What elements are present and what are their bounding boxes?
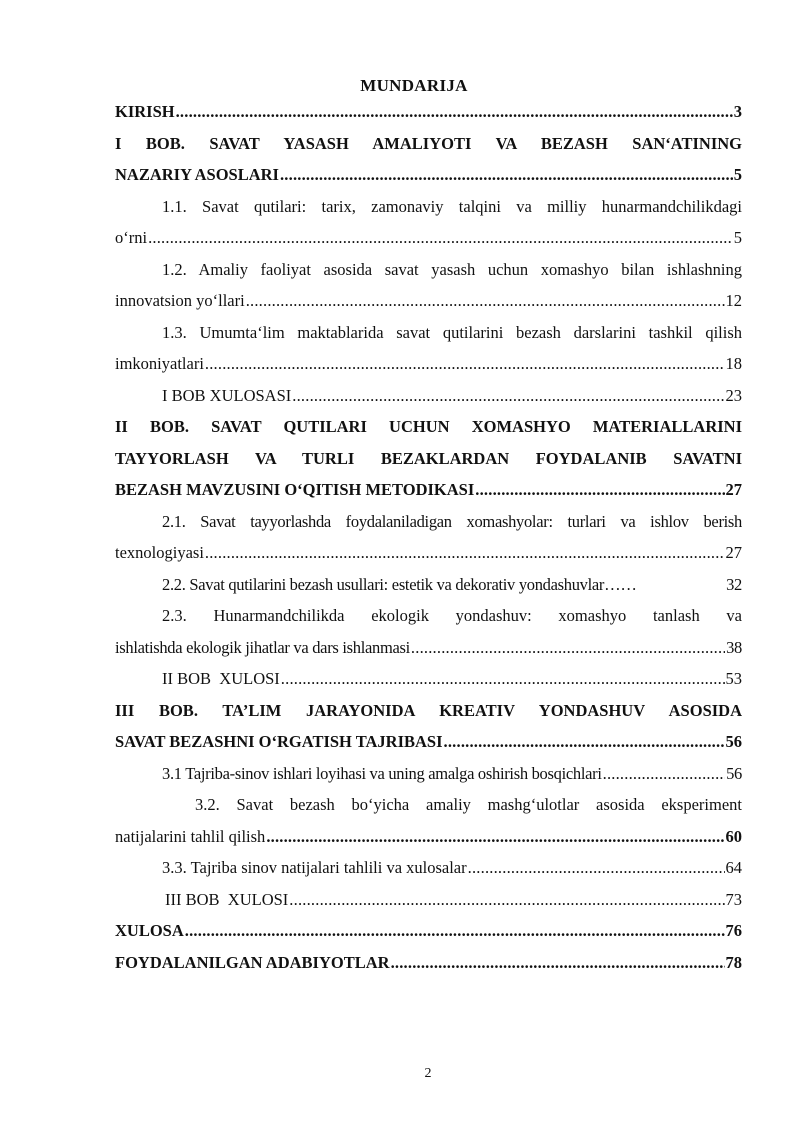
toc-entry-text: SAVAT BEZASHNI O‘RGATISH TAJRIBASI (115, 732, 443, 751)
toc-entry-text: KIRISH (115, 102, 175, 121)
toc-conclusion-3 (115, 884, 742, 916)
toc-entry-text: imkoniyatlari (115, 354, 204, 373)
dot-leader (603, 758, 725, 790)
toc-section-1-3-line1: 1.3. Umumta‘lim maktablarida savat qutilarini bezash darslarini tashkil qilish (162, 322, 742, 342)
toc-chapter-1-line1: I BOB. SAVAT YASASH AMALIYOTI VA BEZASH SAN‘ATINING (115, 133, 742, 153)
toc-section-1-1 (115, 222, 742, 254)
toc-entry-text: I BOB XULOSASI (162, 385, 292, 405)
toc-entry-adabiyotlar (115, 947, 742, 979)
toc-page-number: 3 (733, 102, 742, 121)
toc-chapter-2-line1: II BOB. SAVAT QUTILARI UCHUN XOMASHYO MATERIALLARINI (115, 417, 742, 436)
dot-leader (246, 285, 725, 317)
toc-page-number: 32 (726, 574, 742, 594)
toc-page-number: 27 (725, 480, 742, 499)
toc-page-number: 60 (725, 826, 742, 846)
toc-chapter-2 (115, 474, 742, 506)
toc-page-number: 56 (725, 732, 742, 751)
toc-entry-text: XULOSA (115, 921, 184, 940)
dot-leader (289, 884, 724, 916)
dot-leader (205, 348, 725, 380)
toc-page-number: 27 (725, 543, 742, 562)
toc-section-2-3 (115, 632, 742, 664)
toc-chapter-2-line2: TAYYORLASH VA TURLI BEZAKLARDAN FOYDALANIB SAVATNI (115, 448, 742, 468)
dot-leader (411, 632, 725, 664)
dot-leader (281, 663, 725, 695)
toc-chapter-1 (115, 159, 742, 191)
toc-entry-text: innovatsion yo‘llari (115, 291, 245, 310)
toc-page-number: 56 (726, 763, 742, 783)
toc-page-number: 5 (733, 228, 742, 247)
toc-chapter-3-line1: III BOB. TA’LIM JARAYONIDA KREATIV YONDASHUV ASOSIDA (115, 700, 742, 720)
toc-entry-text: BEZASH MAVZUSINI O‘QITISH METODIKASI (115, 480, 475, 499)
toc-section-2-1-line1: 2.1. Savat tayyorlashda foydalaniladigan xomashyolar: turlari va ishlov berish (162, 511, 742, 531)
dot-leader (475, 474, 724, 506)
toc-section-1-2-line1: 1.2. Amaliy faoliyat asosida savat yasash uchun xomashyo bilan ishlashning (162, 259, 742, 279)
toc-page-number: 73 (725, 889, 742, 909)
toc-section-1-1-line1: 1.1. Savat qutilari: tarix, zamonaviy talqini va milliy hunarmandchilikdagi (162, 196, 742, 216)
toc-entry-text: II BOB XULOSI (162, 669, 280, 688)
toc-section-2-1 (115, 537, 742, 569)
toc-section-1-3 (115, 348, 742, 380)
toc-section-3-2-line1: 3.2. Savat bezash bo‘yicha amaliy mashg‘ulotlar asosida eksperiment (195, 795, 742, 814)
dot-leader (148, 222, 733, 254)
toc-section-2-2 (115, 569, 742, 601)
toc-section-3-2 (115, 821, 742, 853)
toc-page-number: 53 (725, 669, 742, 688)
dot-leader (266, 821, 724, 853)
toc-page-number: 64 (725, 858, 742, 877)
dot-leader (205, 537, 725, 569)
toc-entry-text: III BOB XULOSI (165, 889, 289, 909)
dot-leader (185, 915, 725, 947)
toc-entry-text: natijalarini tahlil qilish (115, 826, 266, 846)
toc-entry-text: texnologiyasi (115, 543, 204, 562)
toc-conclusion-2 (115, 663, 742, 695)
toc-title: MUNDARIJA (360, 76, 468, 95)
toc-entry-text: 2.2. Savat qutilarini bezash usullari: estetik va dekorativ yondashuvlar (162, 574, 605, 594)
toc-page-number: 12 (725, 291, 742, 310)
toc-entry-text: 3.3. Tajriba sinov natijalari tahlili va xulosalar (162, 858, 467, 877)
toc-section-2-3-line1: 2.3. Hunarmandchilikda ekologik yondashuv: xomashyo tanlash va (162, 606, 742, 625)
toc-page-number: 18 (725, 354, 742, 373)
dot-leader (176, 96, 733, 128)
page-number: 2 (424, 1066, 432, 1081)
toc-page-number: 5 (733, 165, 742, 184)
leader-ellipsis: …… (604, 574, 637, 594)
toc-entry-kirish (115, 96, 742, 128)
dot-leader (280, 159, 733, 191)
toc-section-3-3 (115, 852, 742, 884)
table-of-contents (115, 96, 742, 978)
dot-leader (292, 380, 724, 412)
toc-entry-text: FOYDALANILGAN ADABIYOTLAR (115, 952, 390, 972)
dot-leader (391, 947, 725, 979)
dot-leader (468, 852, 725, 884)
toc-page-number: 78 (725, 952, 742, 972)
toc-section-3-1 (115, 758, 742, 790)
toc-page-number: 23 (725, 385, 742, 405)
toc-title-wrap (0, 76, 800, 96)
toc-entry-text: ishlatishda ekologik jihatlar va dars ishlanmasi (115, 637, 410, 657)
toc-page-number: 38 (726, 637, 742, 657)
toc-entry-text: 3.1 Tajriba-sinov ishlari loyihasi va uning amalga oshirish bosqichlari (162, 763, 602, 783)
toc-chapter-3 (115, 726, 742, 758)
toc-page-number: 76 (725, 921, 742, 940)
dot-leader (444, 726, 725, 758)
toc-entry-text: o‘rni (115, 228, 148, 247)
toc-entry-text: NAZARIY ASOSLARI (115, 165, 279, 184)
toc-conclusion-1 (115, 380, 742, 412)
toc-section-1-2 (115, 285, 742, 317)
toc-entry-xulosa (115, 915, 742, 947)
